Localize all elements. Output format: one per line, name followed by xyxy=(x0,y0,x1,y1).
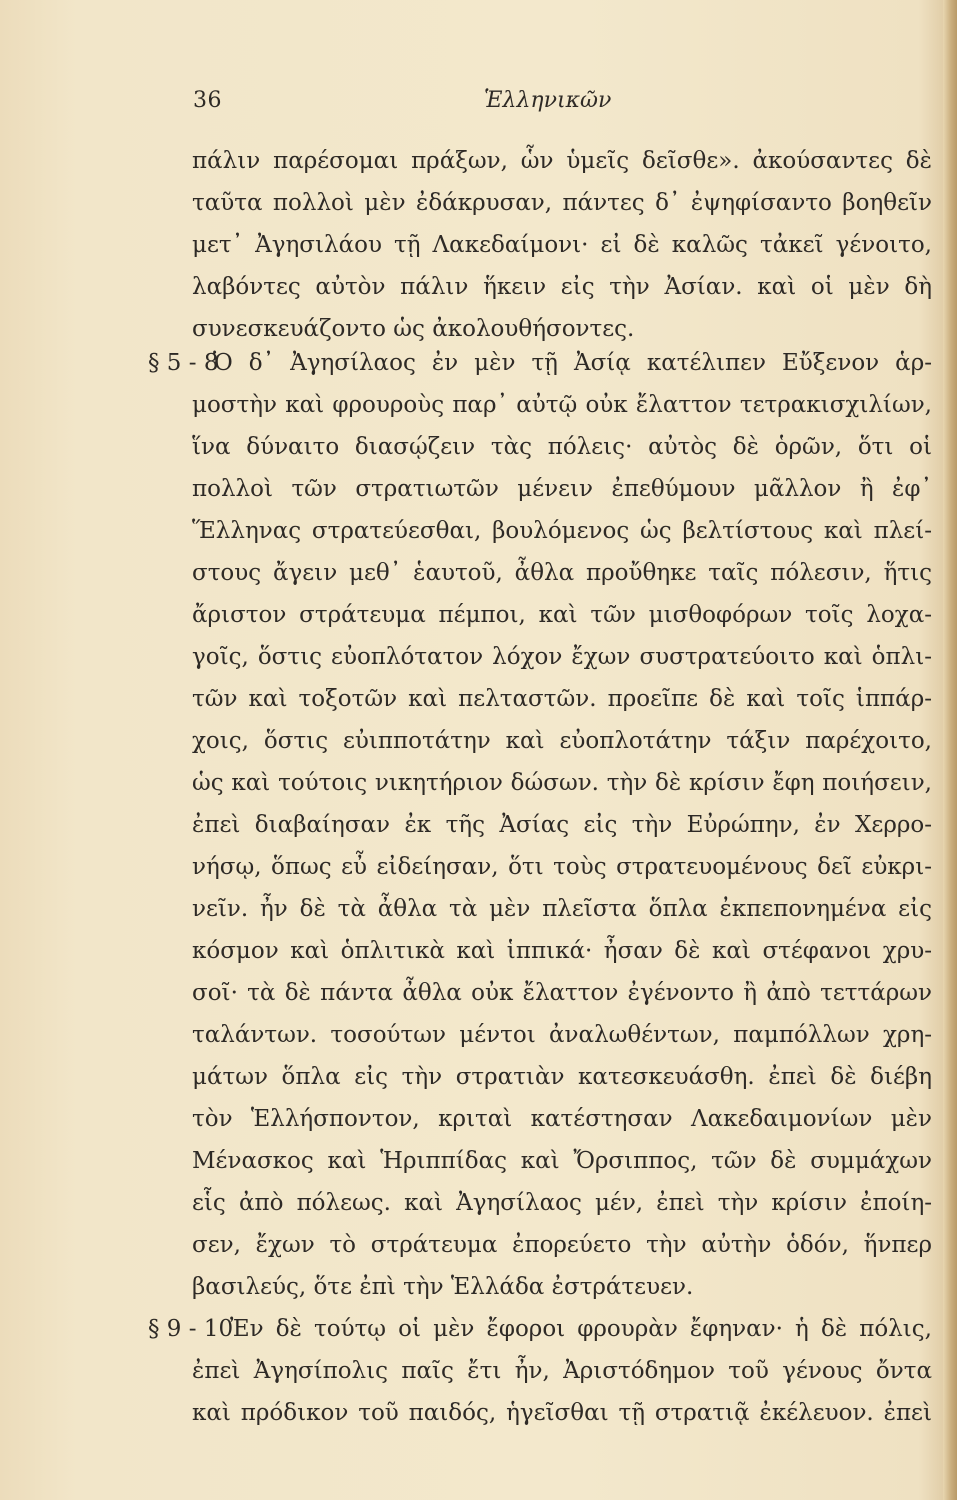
text-line: εἷς ἀπὸ πόλεως. καὶ Ἀγησίλαος μέν, ἐπεὶ τὴν κρίσιν ἐποίη- xyxy=(192,1190,932,1216)
text-line: βασιλεύς, ὅτε ἐπὶ τὴν Ἑλλάδα ἐστράτευεν. xyxy=(192,1274,694,1300)
text-line: ἄριστον στράτευμα πέμποι, καὶ τῶν μισθοφόρων τοῖς λοχα- xyxy=(192,602,932,628)
text-line: Ὁ δ᾽ Ἀγησίλαος ἐν μὲν τῇ Ἀσίᾳ κατέλιπεν Εὔξενον ἁρ- xyxy=(213,350,932,376)
text-line: χοις, ὅστις εὐιπποτάτην καὶ εὐοπλοτάτην τάξιν παρέχοιτο, xyxy=(192,728,932,754)
text-line: λαβόντες αὐτὸν πάλιν ἥκειν εἰς τὴν Ἀσίαν. καὶ οἱ μὲν δὴ xyxy=(192,274,932,300)
text-line: ἐπεὶ Ἀγησίπολις παῖς ἔτι ἦν, Ἀριστόδημον τοῦ γένους ὄντα xyxy=(192,1358,932,1384)
text-line: τὸν Ἑλλήσποντον, κριταὶ κατέστησαν Λακεδαιμονίων μὲν xyxy=(192,1106,932,1132)
section-marker: § 5 - 8 xyxy=(148,350,219,376)
text-line: σεν, ἔχων τὸ στράτευμα ἐπορεύετο τὴν αὐτὴν ὁδόν, ἥνπερ xyxy=(192,1232,932,1258)
text-line: μάτων ὅπλα εἰς τὴν στρατιὰν κατεσκευάσθη. ἐπεὶ δὲ διέβη xyxy=(192,1064,932,1090)
text-line: Ἕλληνας στρατεύεσθαι, βουλόμενος ὡς βελτίστους καὶ πλεί- xyxy=(192,518,932,544)
text-line: κόσμον καὶ ὁπλιτικὰ καὶ ἱππικά· ἦσαν δὲ καὶ στέφανοι χρυ- xyxy=(192,938,932,964)
text-line: τῶν καὶ τοξοτῶν καὶ πελταστῶν. προεῖπε δὲ καὶ τοῖς ἱππάρ- xyxy=(192,686,932,712)
text-line: μοστὴν καὶ φρουροὺς παρ᾽ αὐτῷ οὐκ ἔλαττον τετρακισχιλίων, xyxy=(192,392,932,418)
text-line: ἵνα δύναιτο διασῴζειν τὰς πόλεις· αὐτὸς δὲ ὁρῶν, ὅτι οἱ xyxy=(192,434,932,460)
text-line: σοῖ· τὰ δὲ πάντα ἆθλα οὐκ ἔλαττον ἐγένοντο ἢ ἀπὸ τεττάρων xyxy=(192,980,932,1006)
page-edge xyxy=(943,0,957,1500)
text-line: μετ᾽ Ἀγησιλάου τῇ Λακεδαίμονι· εἰ δὲ καλῶς τἀκεῖ γένοιτο, xyxy=(192,232,932,258)
text-line: νήσῳ, ὅπως εὖ εἰδείησαν, ὅτι τοὺς στρατευομένους δεῖ εὐκρι- xyxy=(192,854,932,880)
running-title: Ἑλληνικῶν xyxy=(484,88,612,113)
text-line: συνεσκευάζοντο ὡς ἀκολουθήσοντες. xyxy=(192,316,635,342)
text-line: ἐπεὶ διαβαίησαν ἐκ τῆς Ἀσίας εἰς τὴν Εὐρώπην, ἐν Χερρο- xyxy=(192,812,932,838)
text-line: ταῦτα πολλοὶ μὲν ἐδάκρυσαν, πάντες δ᾽ ἐψηφίσαντο βοηθεῖν xyxy=(192,190,932,216)
page-number: 36 xyxy=(193,88,222,113)
text-line: νεῖν. ἦν δὲ τὰ ἆθλα τὰ μὲν πλεῖστα ὅπλα ἐκπεπονημένα εἰς xyxy=(192,896,932,922)
text-line: γοῖς, ὅστις εὐοπλότατον λόχον ἔχων συστρατεύοιτο καὶ ὁπλι- xyxy=(192,644,932,670)
text-line: ὡς καὶ τούτοις νικητήριον δώσων. τὴν δὲ κρίσιν ἔφη ποιήσειν, xyxy=(192,770,932,796)
text-line: πάλιν παρέσομαι πράξων, ὧν ὑμεῖς δεῖσθε». ἀκούσαντες δὲ xyxy=(192,148,932,174)
text-line: καὶ πρόδικον τοῦ παιδός, ἡγεῖσθαι τῇ στρατιᾷ ἐκέλευον. ἐπεὶ xyxy=(192,1400,932,1426)
text-line: στους ἄγειν μεθ᾽ ἑαυτοῦ, ἆθλα προὔθηκε ταῖς πόλεσιν, ἥτις xyxy=(192,560,932,586)
section-marker: § 9 - 10 xyxy=(148,1316,234,1342)
text-line: Μένασκος καὶ Ἡριππίδας καὶ Ὄρσιππος, τῶν δὲ συμμάχων xyxy=(192,1148,932,1174)
text-line: πολλοὶ τῶν στρατιωτῶν μένειν ἐπεθύμουν μᾶλλον ἢ ἐφ᾽ xyxy=(192,476,932,502)
text-line: ταλάντων. τοσούτων μέντοι ἀναλωθέντων, παμπόλλων χρη- xyxy=(192,1022,932,1048)
page-header xyxy=(0,88,957,128)
text-line: Ἐν δὲ τούτῳ οἱ μὲν ἔφοροι φρουρὰν ἔφηναν· ἡ δὲ πόλις, xyxy=(230,1316,932,1342)
